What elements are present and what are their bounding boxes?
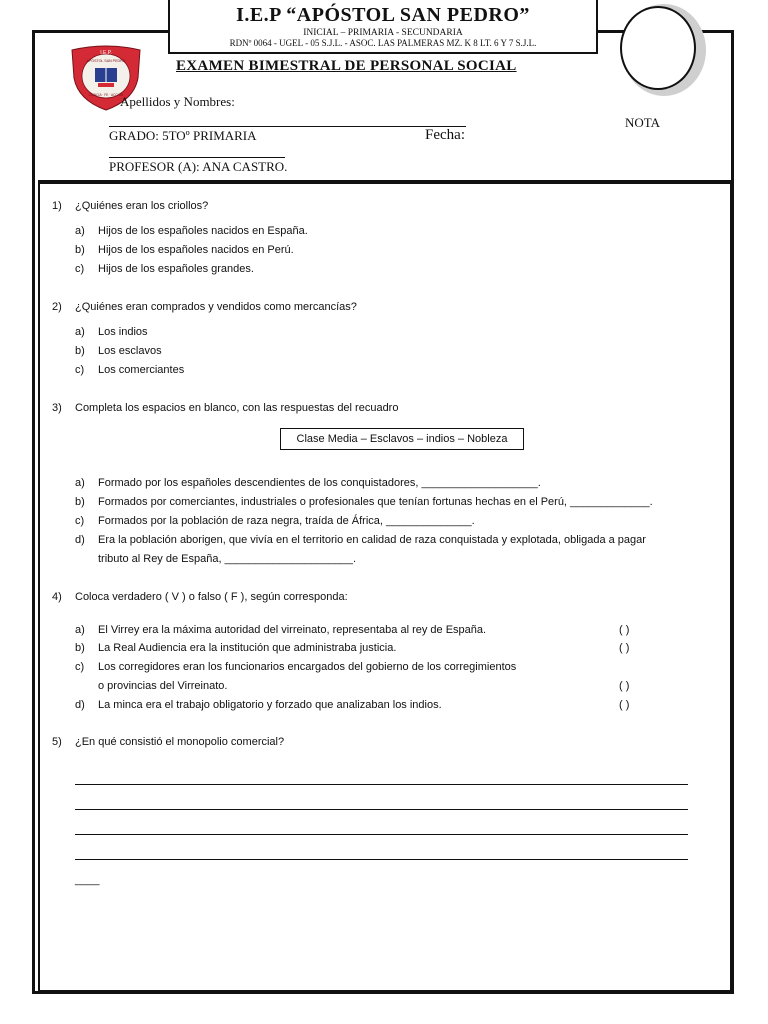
exam-title: EXAMEN BIMESTRAL DE PERSONAL SOCIAL [176, 58, 517, 74]
teacher-line [109, 157, 285, 158]
option-letter: a) [75, 326, 85, 338]
answer-line[interactable] [75, 834, 688, 835]
option-letter: c) [75, 364, 85, 376]
names-label: Apellidos y Nombres: [120, 94, 235, 109]
option-text[interactable]: Hijos de los españoles grandes. [98, 263, 254, 275]
question-text: ¿Quiénes eran los criollos? [75, 200, 209, 212]
names-line[interactable] [109, 126, 466, 127]
statement-text: Los corregidores eran los funcionarios encargados del gobierno de los corregimientos [98, 661, 517, 673]
logo-bottom-text: CIENCIA · FE · ACCIÓN [88, 93, 124, 97]
option-letter: b) [75, 345, 85, 357]
logo-ring-text: APÓSTOL SAN PEDRO [86, 59, 126, 63]
statement-text: La minca era el trabajo obligatorio y forzado que analizaban los indios. [98, 699, 442, 711]
question-text: Completa los espacios en blanco, con las respuestas del recuadro [75, 402, 399, 414]
question-number: 4) [52, 591, 62, 603]
option-letter: a) [75, 477, 85, 489]
date-label: Fecha: [425, 127, 465, 143]
option-letter: b) [75, 496, 85, 508]
statement-text: La Real Audiencia era la institución que administraba justicia. [98, 642, 397, 654]
word-bank-box: Clase Media – Esclavos – indios – Nobleza [280, 428, 524, 450]
answer-line-tail[interactable]: ____ [75, 874, 100, 886]
question-number: 5) [52, 736, 62, 748]
fill-blank-item-cont[interactable]: tributo al Rey de España, _____________________. [98, 553, 357, 565]
teacher-label: PROFESOR (A): ANA CASTRO. [109, 159, 288, 174]
question-number: 2) [52, 301, 62, 313]
logo-top-text: I.E.P. [100, 50, 112, 56]
true-false-blank[interactable]: ( ) [619, 642, 630, 654]
option-letter: c) [75, 661, 85, 673]
answer-line[interactable] [75, 809, 688, 810]
option-letter: d) [75, 699, 85, 711]
question-text: Coloca verdadero ( V ) o falso ( F ), según corresponda: [75, 591, 348, 603]
statement-text: El Virrey era la máxima autoridad del virreinato, representaba al rey de España. [98, 624, 487, 636]
question-number: 3) [52, 402, 62, 414]
option-letter: a) [75, 225, 85, 237]
option-letter: c) [75, 263, 85, 275]
option-letter: b) [75, 642, 85, 654]
answer-line[interactable] [75, 784, 688, 785]
option-text[interactable]: Hijos de los españoles nacidos en España. [98, 225, 308, 237]
option-letter: b) [75, 244, 85, 256]
option-letter: d) [75, 534, 85, 546]
fill-blank-item[interactable]: Formados por comerciantes, industriales o profesionales que tenían fortunas hechas en el Perú, _____________. [98, 496, 653, 508]
school-title-box [168, 0, 598, 54]
option-text[interactable]: Los indios [98, 326, 148, 338]
question-text: ¿Quiénes eran comprados y vendidos como mercancías? [75, 301, 357, 313]
statement-text-cont: o provincias del Virreinato. [98, 680, 228, 692]
question-text: ¿En qué consistió el monopolio comercial? [75, 736, 285, 748]
nota-label: NOTA [625, 115, 661, 130]
school-address: RDNº 0064 - UGEL - 05 S.J.L. - ASOC. LAS PALMERAS MZ. K 8 LT. 6 Y 7 S.J.L. [229, 38, 537, 48]
school-levels: INICIAL – PRIMARIA - SECUNDARIA [303, 28, 463, 38]
option-text[interactable]: Los esclavos [98, 345, 162, 357]
option-letter: c) [75, 515, 85, 527]
school-name: I.E.P “APÓSTOL SAN PEDRO” [236, 4, 530, 26]
true-false-blank[interactable]: ( ) [619, 680, 630, 692]
fill-blank-item[interactable]: Formado por los españoles descendientes de los conquistadores, ___________________. [98, 477, 541, 489]
true-false-blank[interactable]: ( ) [619, 624, 630, 636]
question-number: 1) [52, 200, 62, 212]
fill-blank-item[interactable]: Formados por la población de raza negra, traída de África, ______________. [98, 515, 475, 527]
answer-line[interactable] [75, 859, 688, 860]
grade-circle [620, 6, 696, 90]
option-text[interactable]: Hijos de los españoles nacidos en Perú. [98, 244, 294, 256]
option-letter: a) [75, 624, 85, 636]
option-text[interactable]: Los comerciantes [98, 364, 185, 376]
fill-blank-item[interactable]: Era la población aborigen, que vivía en el territorio en calidad de raza conquistada y explotada, obligada a pagar [98, 534, 646, 546]
grade-label: GRADO: 5TOº PRIMARIA [109, 128, 257, 143]
true-false-blank[interactable]: ( ) [619, 699, 630, 711]
